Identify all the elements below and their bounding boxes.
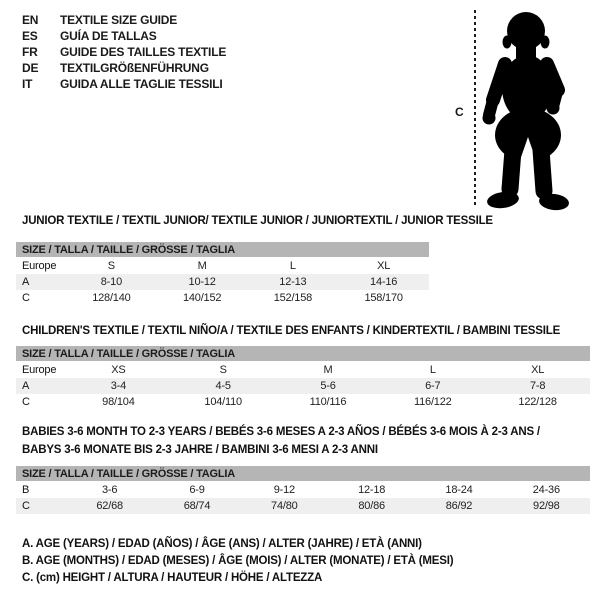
language-row	[22, 60, 226, 76]
table-title-line: BABYS 3-6 MONATE BIS 2-3 JAHRE / BAMBINI 3-6 MESI A 2-3 ANNI	[22, 444, 378, 456]
language-title: TEXTILGRÖßENFÜHRUNG	[60, 61, 209, 75]
language-row	[22, 44, 226, 60]
size-cell: 122/128	[518, 396, 557, 408]
size-cell: 12-13	[279, 276, 307, 288]
language-row	[22, 12, 226, 28]
language-row	[22, 28, 226, 44]
size-table	[16, 258, 429, 306]
size-cell: XS	[111, 364, 126, 376]
size-cell: XL	[531, 364, 545, 376]
size-cell: 92/98	[533, 500, 560, 512]
size-cell: 14-16	[370, 276, 398, 288]
size-cell: 5-6	[320, 380, 336, 392]
language-code: FR	[22, 45, 38, 59]
language-title: TEXTILE SIZE GUIDE	[60, 13, 178, 27]
language-code: DE	[22, 61, 39, 75]
figure-height-label: C	[455, 105, 464, 119]
language-title: GUIDA ALLE TAGLIE TESSILI	[60, 77, 223, 91]
language-row	[22, 76, 226, 92]
size-cell: 9-12	[273, 484, 295, 496]
baby-figure	[455, 0, 600, 215]
size-cell: 6-7	[425, 380, 441, 392]
footnote-b: B. AGE (MONTHS) / EDAD (MESES) / ÂGE (MOIS) / ALTER (MONATE) / ETÀ (MESI)	[22, 555, 454, 567]
size-cell: 74/80	[271, 500, 298, 512]
table-row	[16, 258, 429, 274]
language-title: GUÍA DE TALLAS	[60, 29, 157, 43]
size-cell: XL	[377, 260, 391, 272]
size-cell: 24-36	[532, 484, 560, 496]
row-label: C	[22, 500, 30, 512]
size-cell: 7-8	[529, 380, 546, 392]
row-label: C	[22, 396, 30, 408]
size-cell: 116/122	[414, 396, 452, 408]
table-row	[16, 378, 590, 394]
language-code: ES	[22, 29, 38, 43]
table-row	[16, 394, 590, 410]
size-cell: 128/140	[92, 292, 131, 304]
row-label: Europe	[22, 260, 57, 272]
language-code: EN	[22, 13, 39, 27]
size-cell: M	[197, 260, 207, 272]
row-label: A	[22, 380, 30, 392]
table-row	[16, 362, 590, 378]
size-cell: 10-12	[188, 276, 216, 288]
size-cell: 6-9	[189, 484, 205, 496]
size-cell: 110/116	[309, 396, 347, 408]
row-label: Europe	[22, 364, 57, 376]
footnotes	[22, 538, 453, 589]
table-row	[16, 482, 590, 498]
size-cell: 140/152	[182, 292, 222, 304]
babies-table-title	[22, 423, 540, 459]
row-label: B	[22, 484, 30, 496]
size-table	[16, 482, 590, 514]
size-cell: 3-6	[102, 484, 118, 496]
table-title-line: BABIES 3-6 MONTH TO 2-3 YEARS / BEBÉS 3-6 MESES A 2-3 AÑOS / BÉBÉS 3-6 MOIS À 2-3 ANS /	[22, 426, 540, 438]
junior-table	[16, 242, 429, 306]
size-cell: 12-18	[358, 484, 386, 496]
size-cell: M	[323, 364, 333, 376]
size-cell: L	[289, 260, 296, 272]
size-cell: 80/86	[358, 500, 385, 512]
footnote-c: C. (cm) HEIGHT / ALTURA / HAUTEUR / HÖHE / ALTEZZA	[22, 572, 323, 584]
row-label: C	[22, 292, 30, 304]
children-table	[16, 346, 590, 410]
size-cell: 98/104	[102, 396, 135, 408]
language-title-block	[22, 12, 226, 92]
size-cell: S	[107, 260, 115, 272]
table-row	[16, 498, 590, 514]
table-row	[16, 290, 429, 306]
size-cell: 104/110	[204, 396, 242, 408]
language-code: IT	[22, 77, 33, 91]
children-table-title	[22, 322, 560, 340]
size-table	[16, 362, 590, 410]
junior-table-title	[22, 212, 493, 230]
table-header-bar: SIZE / TALLA / TAILLE / GRÖSSE / TAGLIA	[16, 242, 429, 257]
footnote-a: A. AGE (YEARS) / EDAD (AÑOS) / ÂGE (ANS) / ALTER (JAHRE) / ETÀ (ANNI)	[22, 538, 422, 550]
size-cell: 4-5	[215, 380, 231, 392]
language-title: GUIDE DES TAILLES TEXTILE	[60, 45, 227, 59]
size-cell: 68/74	[183, 500, 211, 512]
size-cell: S	[219, 364, 227, 376]
table-row	[16, 274, 429, 290]
size-cell: 152/158	[273, 292, 313, 304]
babies-table	[16, 466, 590, 514]
size-cell: 3-4	[110, 380, 127, 392]
table-title-line: JUNIOR TEXTILE / TEXTIL JUNIOR/ TEXTILE JUNIOR / JUNIORTEXTIL / JUNIOR TESSILE	[22, 215, 493, 227]
size-cell: 18-24	[445, 484, 473, 496]
size-cell: 86/92	[445, 500, 473, 512]
row-label: A	[22, 276, 30, 288]
table-header-bar: SIZE / TALLA / TAILLE / GRÖSSE / TAGLIA	[16, 466, 590, 481]
baby-silhouette-icon	[470, 0, 600, 215]
size-cell: 8-10	[100, 276, 122, 288]
size-cell: 62/68	[96, 500, 123, 512]
size-cell: 158/170	[364, 292, 403, 304]
size-cell: L	[429, 364, 436, 376]
table-header-bar: SIZE / TALLA / TAILLE / GRÖSSE / TAGLIA	[16, 346, 590, 361]
table-title-line: CHILDREN'S TEXTILE / TEXTIL NIÑO/A / TEXTILE DES ENFANTS / KINDERTEXTIL / BAMBINI TESSILE	[22, 325, 561, 337]
